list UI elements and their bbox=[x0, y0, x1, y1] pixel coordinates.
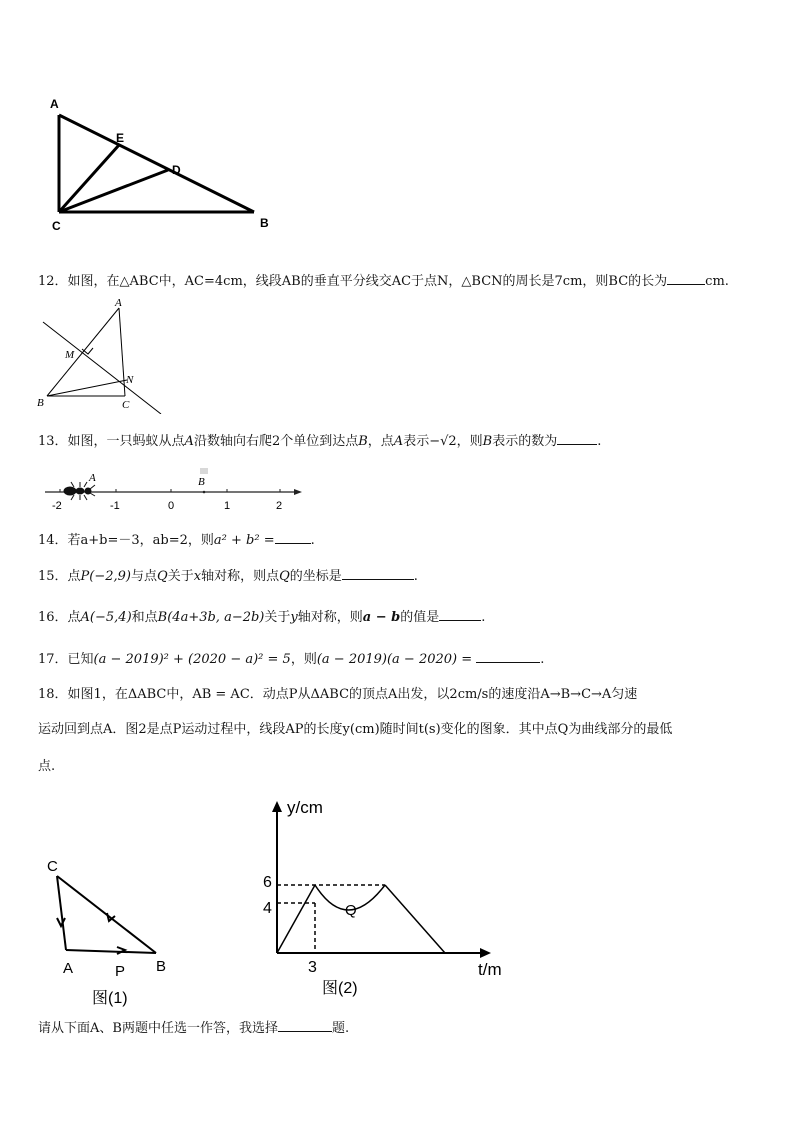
q16-text-c: 关于 bbox=[264, 610, 291, 625]
figure-q11 bbox=[40, 90, 290, 235]
y-tick-label: 4 bbox=[263, 900, 272, 917]
q16-point-b: B(4a+3b, a−2b) bbox=[157, 610, 265, 625]
label-M: M bbox=[65, 349, 75, 361]
figure-q18-1 bbox=[40, 852, 190, 1010]
question-18-line-1 bbox=[38, 686, 637, 704]
q14-expr: a² + b² = bbox=[213, 533, 275, 548]
x-axis-label: t/m bbox=[478, 960, 502, 979]
label-B: B bbox=[260, 216, 269, 230]
q13-expr: −√2 bbox=[429, 434, 457, 449]
tick-label: 0 bbox=[168, 500, 175, 512]
question-16 bbox=[38, 607, 485, 627]
q15-point: P(−2,9) bbox=[80, 569, 132, 584]
question-12 bbox=[38, 271, 729, 291]
label-A: A bbox=[115, 297, 122, 309]
q16-text-b: 和点 bbox=[131, 610, 158, 625]
label-D: D bbox=[172, 163, 181, 177]
q12-tail: cm. bbox=[705, 274, 729, 289]
q16-expr: a − b bbox=[362, 610, 401, 625]
label-E: E bbox=[116, 131, 125, 145]
q16-text-d: 轴对称，则 bbox=[297, 610, 363, 625]
q14-blank[interactable] bbox=[275, 530, 311, 544]
label-B: B bbox=[37, 397, 44, 409]
q12-blank[interactable] bbox=[667, 271, 705, 285]
figure-q13-number-line bbox=[40, 462, 310, 514]
point-Q-label: Q bbox=[345, 902, 357, 919]
footer-tail: 题. bbox=[331, 1021, 350, 1036]
figure-q18-2 bbox=[255, 795, 515, 1005]
footer-choice bbox=[38, 1018, 349, 1038]
q17-text-b: ，则 bbox=[290, 652, 317, 667]
q18-line2: 运动回到点A．图2是点P运动过程中，线段AP的长度y(cm)随时间t(s)变化的图象．其中点Q为曲线部分的最低 bbox=[38, 722, 673, 737]
caption: 图(2) bbox=[322, 980, 358, 997]
label-A: A bbox=[50, 97, 59, 111]
q13-blank[interactable] bbox=[557, 431, 597, 445]
q15-var-q: Q bbox=[157, 569, 168, 584]
question-14 bbox=[38, 530, 315, 550]
q13-text-a: 13．如图，一只蚂蚁从点 bbox=[38, 434, 185, 449]
q13-var-b: B bbox=[358, 434, 368, 449]
q17-blank[interactable] bbox=[476, 649, 540, 663]
question-18-line-2 bbox=[38, 721, 672, 739]
tick-label: -1 bbox=[110, 500, 120, 512]
q16-blank[interactable] bbox=[439, 607, 481, 621]
caption: 图(1) bbox=[92, 990, 128, 1007]
q13-var-a: A bbox=[184, 434, 194, 449]
ant-icon bbox=[64, 482, 95, 500]
label-C: C bbox=[47, 858, 58, 875]
question-15 bbox=[38, 566, 418, 586]
question-13 bbox=[38, 431, 601, 451]
q15-axis: x bbox=[193, 569, 202, 584]
q15-var-q2: Q bbox=[279, 569, 290, 584]
q18-line1: 18．如图1，在ΔABC中，AB = AC．动点P从ΔABC的顶点A出发，以2cm/s的速度沿A→B→C→A匀速 bbox=[38, 687, 638, 702]
q15-text-c: 关于 bbox=[167, 569, 194, 584]
y-tick-label: 6 bbox=[263, 874, 272, 891]
question-18-line-3 bbox=[38, 758, 55, 776]
footer-blank[interactable] bbox=[278, 1018, 332, 1032]
y-axis-label: y/cm bbox=[287, 798, 323, 817]
q12-text: 12．如图，在△ABC中，AC=4cm，线段AB的垂直平分线交AC于点N，△BCN的周长是7cm，则BC的长为 bbox=[38, 274, 668, 289]
q13-text-d: 表示 bbox=[403, 434, 430, 449]
q15-text-b: 与点 bbox=[131, 569, 158, 584]
q17-text-a: 17．已知 bbox=[38, 652, 94, 667]
q13-text-b: 沿数轴向右爬2个单位到达点 bbox=[193, 434, 359, 449]
label-A: A bbox=[89, 472, 96, 484]
q18-line3: 点. bbox=[38, 759, 56, 774]
q15-text-a: 15．点 bbox=[38, 569, 81, 584]
q16-text-a: 16．点 bbox=[38, 610, 81, 625]
tick-label: 2 bbox=[276, 500, 283, 512]
tick-label: 1 bbox=[224, 500, 231, 512]
q13-text-e: ，则 bbox=[456, 434, 483, 449]
q14-tail: . bbox=[310, 533, 315, 548]
q15-blank[interactable] bbox=[342, 566, 414, 580]
figure-q12 bbox=[35, 296, 170, 414]
label-B: B bbox=[156, 958, 167, 975]
q16-axis: y bbox=[290, 610, 298, 625]
label-C: C bbox=[52, 219, 61, 233]
q13-text-f: 表示的数为 bbox=[492, 434, 558, 449]
q13-text-c: ，点 bbox=[367, 434, 394, 449]
q17-ask: (a − 2019)(a − 2020) = bbox=[316, 652, 473, 667]
label-A: A bbox=[63, 960, 74, 977]
q13-tail: . bbox=[597, 434, 602, 449]
q15-tail: . bbox=[413, 569, 418, 584]
q16-point-a: A(−5,4) bbox=[80, 610, 132, 625]
label-B: B bbox=[198, 476, 205, 488]
q15-text-e: 的坐标是 bbox=[289, 569, 342, 584]
question-17 bbox=[38, 649, 544, 669]
q17-tail: . bbox=[540, 652, 545, 667]
q16-tail: . bbox=[481, 610, 486, 625]
x-tick-label: 3 bbox=[308, 959, 317, 976]
q13-var-c: A bbox=[393, 434, 404, 449]
label-P: P bbox=[115, 963, 126, 980]
q13-var-d: B bbox=[482, 434, 493, 449]
q14-text: 14．若a+b=－3，ab=2，则 bbox=[38, 533, 214, 548]
footer-text: 请从下面A、B两题中任选一作答，我选择 bbox=[38, 1021, 278, 1036]
tick-label: -2 bbox=[52, 500, 62, 512]
q15-text-d: 轴对称，则点 bbox=[201, 569, 280, 584]
label-N: N bbox=[126, 374, 134, 386]
label-C: C bbox=[122, 399, 130, 411]
q16-text-e: 的值是 bbox=[400, 610, 440, 625]
q17-given: (a − 2019)² + (2020 − a)² = 5 bbox=[93, 652, 291, 667]
